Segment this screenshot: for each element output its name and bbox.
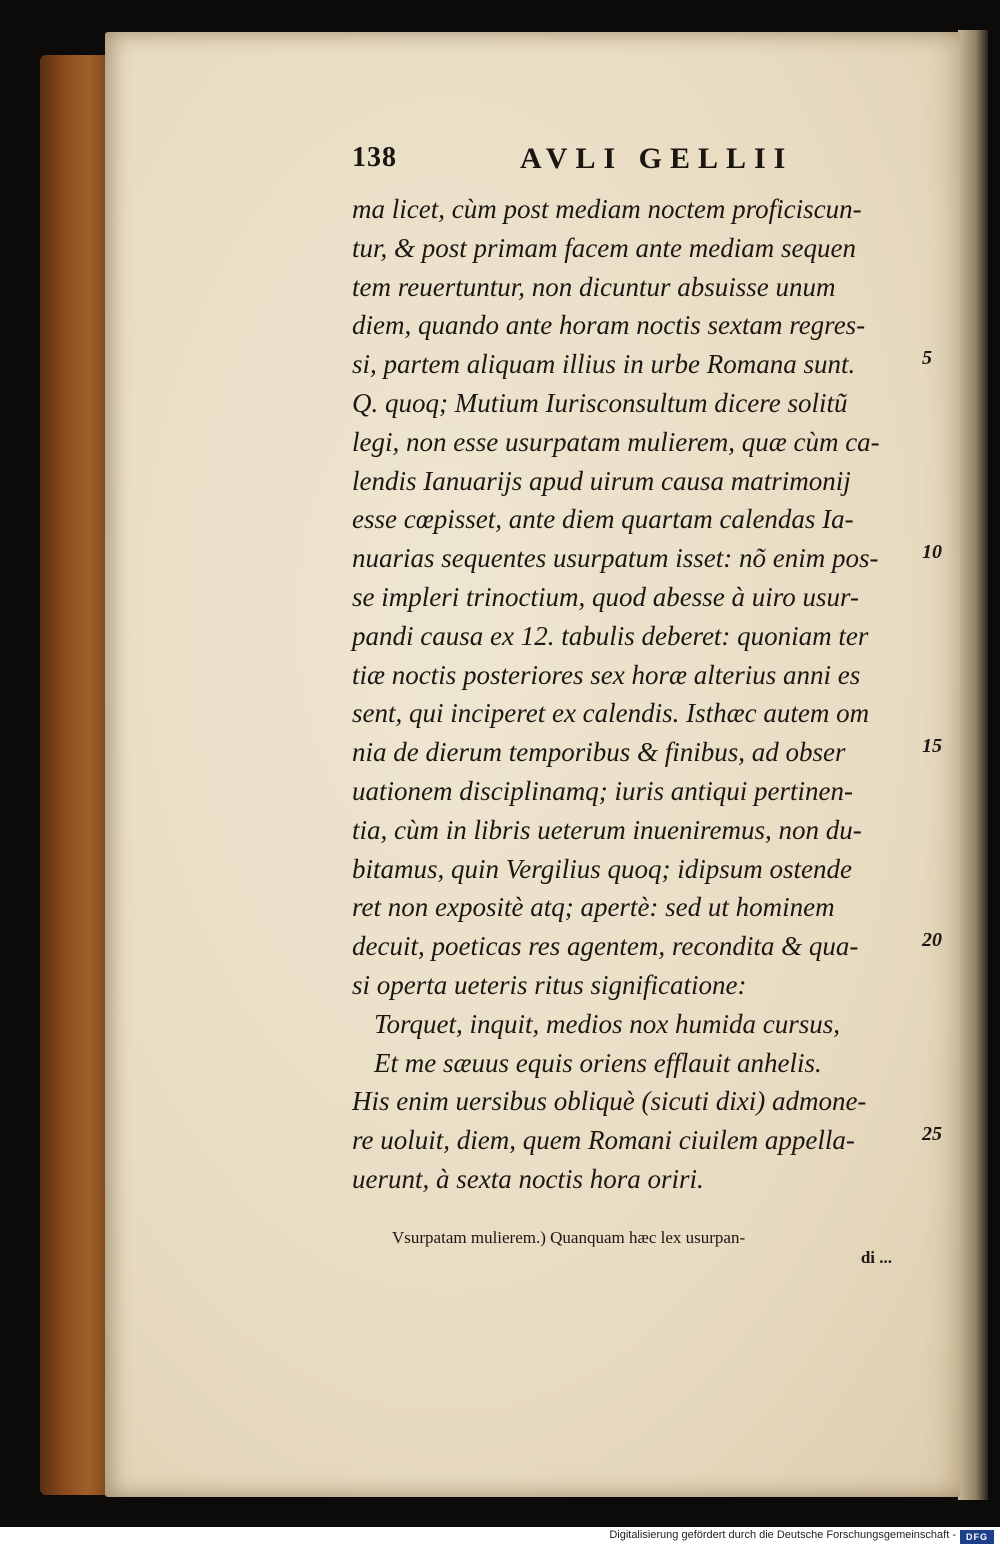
text-line: si, partem aliquam illius in urbe Romana sunt. xyxy=(352,349,856,380)
text-line: Q. quoq; Mutium Iurisconsultum dicere solitũ xyxy=(352,387,848,418)
footnote-line: Vsurpatam mulierem.) Quanquam hæc lex usurpan- xyxy=(392,1228,746,1247)
page-number: 138 xyxy=(352,142,397,173)
text-line: si operta ueteris ritus significatione: xyxy=(352,969,747,1000)
line-number-marker: 20 xyxy=(922,929,942,951)
digitization-footer xyxy=(0,1527,1000,1547)
footnote xyxy=(392,1228,912,1268)
text-line: ret non expositè atq; apertè: sed ut hominem xyxy=(352,892,835,923)
text-line: uationem disciplinamq; iuris antiqui pertinen- xyxy=(352,775,853,806)
running-title: AVLI GELLII xyxy=(520,142,794,175)
text-line: pandi causa ex 12. tabulis deberet: quoniam ter xyxy=(352,620,869,651)
text-line: lendis Ianuarijs apud uirum causa matrimonij xyxy=(352,465,851,496)
verse-line: Torquet, inquit, medios nox humida cursus, xyxy=(374,1008,841,1039)
text-line: nia de dierum temporibus & finibus, ad obser xyxy=(352,737,846,768)
text-line: sent, qui inciperet ex calendis. Isthæc autem om xyxy=(352,698,870,729)
text-line: re uoluit, diem, quem Romani ciuilem appella- xyxy=(352,1125,855,1156)
text-line: tia, cùm in libris ueterum inueniremus, non du- xyxy=(352,814,862,845)
funding-credit: Digitalisierung gefördert durch die Deutsche Forschungsgemeinschaft - xyxy=(609,1529,956,1541)
line-number-marker: 10 xyxy=(922,541,942,563)
page-fore-edge xyxy=(958,30,988,1500)
verse-line: Et me sæuus equis oriens efflauit anhelis. xyxy=(374,1047,822,1078)
text-line: tem reuertuntur, non dicuntur absuisse unum xyxy=(352,271,836,302)
text-line: decuit, poeticas res agentem, recondita & qua- xyxy=(352,931,859,962)
text-line: nuarias sequentes usurpatum isset: nõ enim pos- xyxy=(352,543,879,574)
main-text-block xyxy=(352,190,922,1199)
footnote-catchword: di ... xyxy=(860,1248,892,1267)
text-line: ma licet, cùm post mediam noctem proficiscun- xyxy=(352,194,862,224)
text-line: tiæ noctis posteriores sex horæ alterius anni es xyxy=(352,659,861,690)
text-line: tur, & post primam facem ante mediam sequen xyxy=(352,232,856,263)
text-line: esse cœpisset, ante diem quartam calendas Ia- xyxy=(352,504,854,535)
text-line: His enim uersibus obliquè (sicuti dixi) admone- xyxy=(352,1086,867,1117)
text-line: uerunt, à sexta noctis hora oriri. xyxy=(352,1163,704,1194)
text-line: diem, quando ante horam noctis sextam regres- xyxy=(352,310,866,341)
text-line: se impleri trinoctium, quod abesse à uiro usur- xyxy=(352,581,859,612)
line-number-marker: 5 xyxy=(922,347,932,369)
text-line: bitamus, quin Vergilius quoq; idipsum ostende xyxy=(352,853,852,884)
dfg-logo: DFG xyxy=(960,1530,994,1544)
line-number-marker: 25 xyxy=(922,1123,942,1145)
page-header xyxy=(352,142,912,182)
text-line: legi, non esse usurpatam mulierem, quæ cùm ca- xyxy=(352,426,880,457)
line-number-marker: 15 xyxy=(922,735,942,757)
